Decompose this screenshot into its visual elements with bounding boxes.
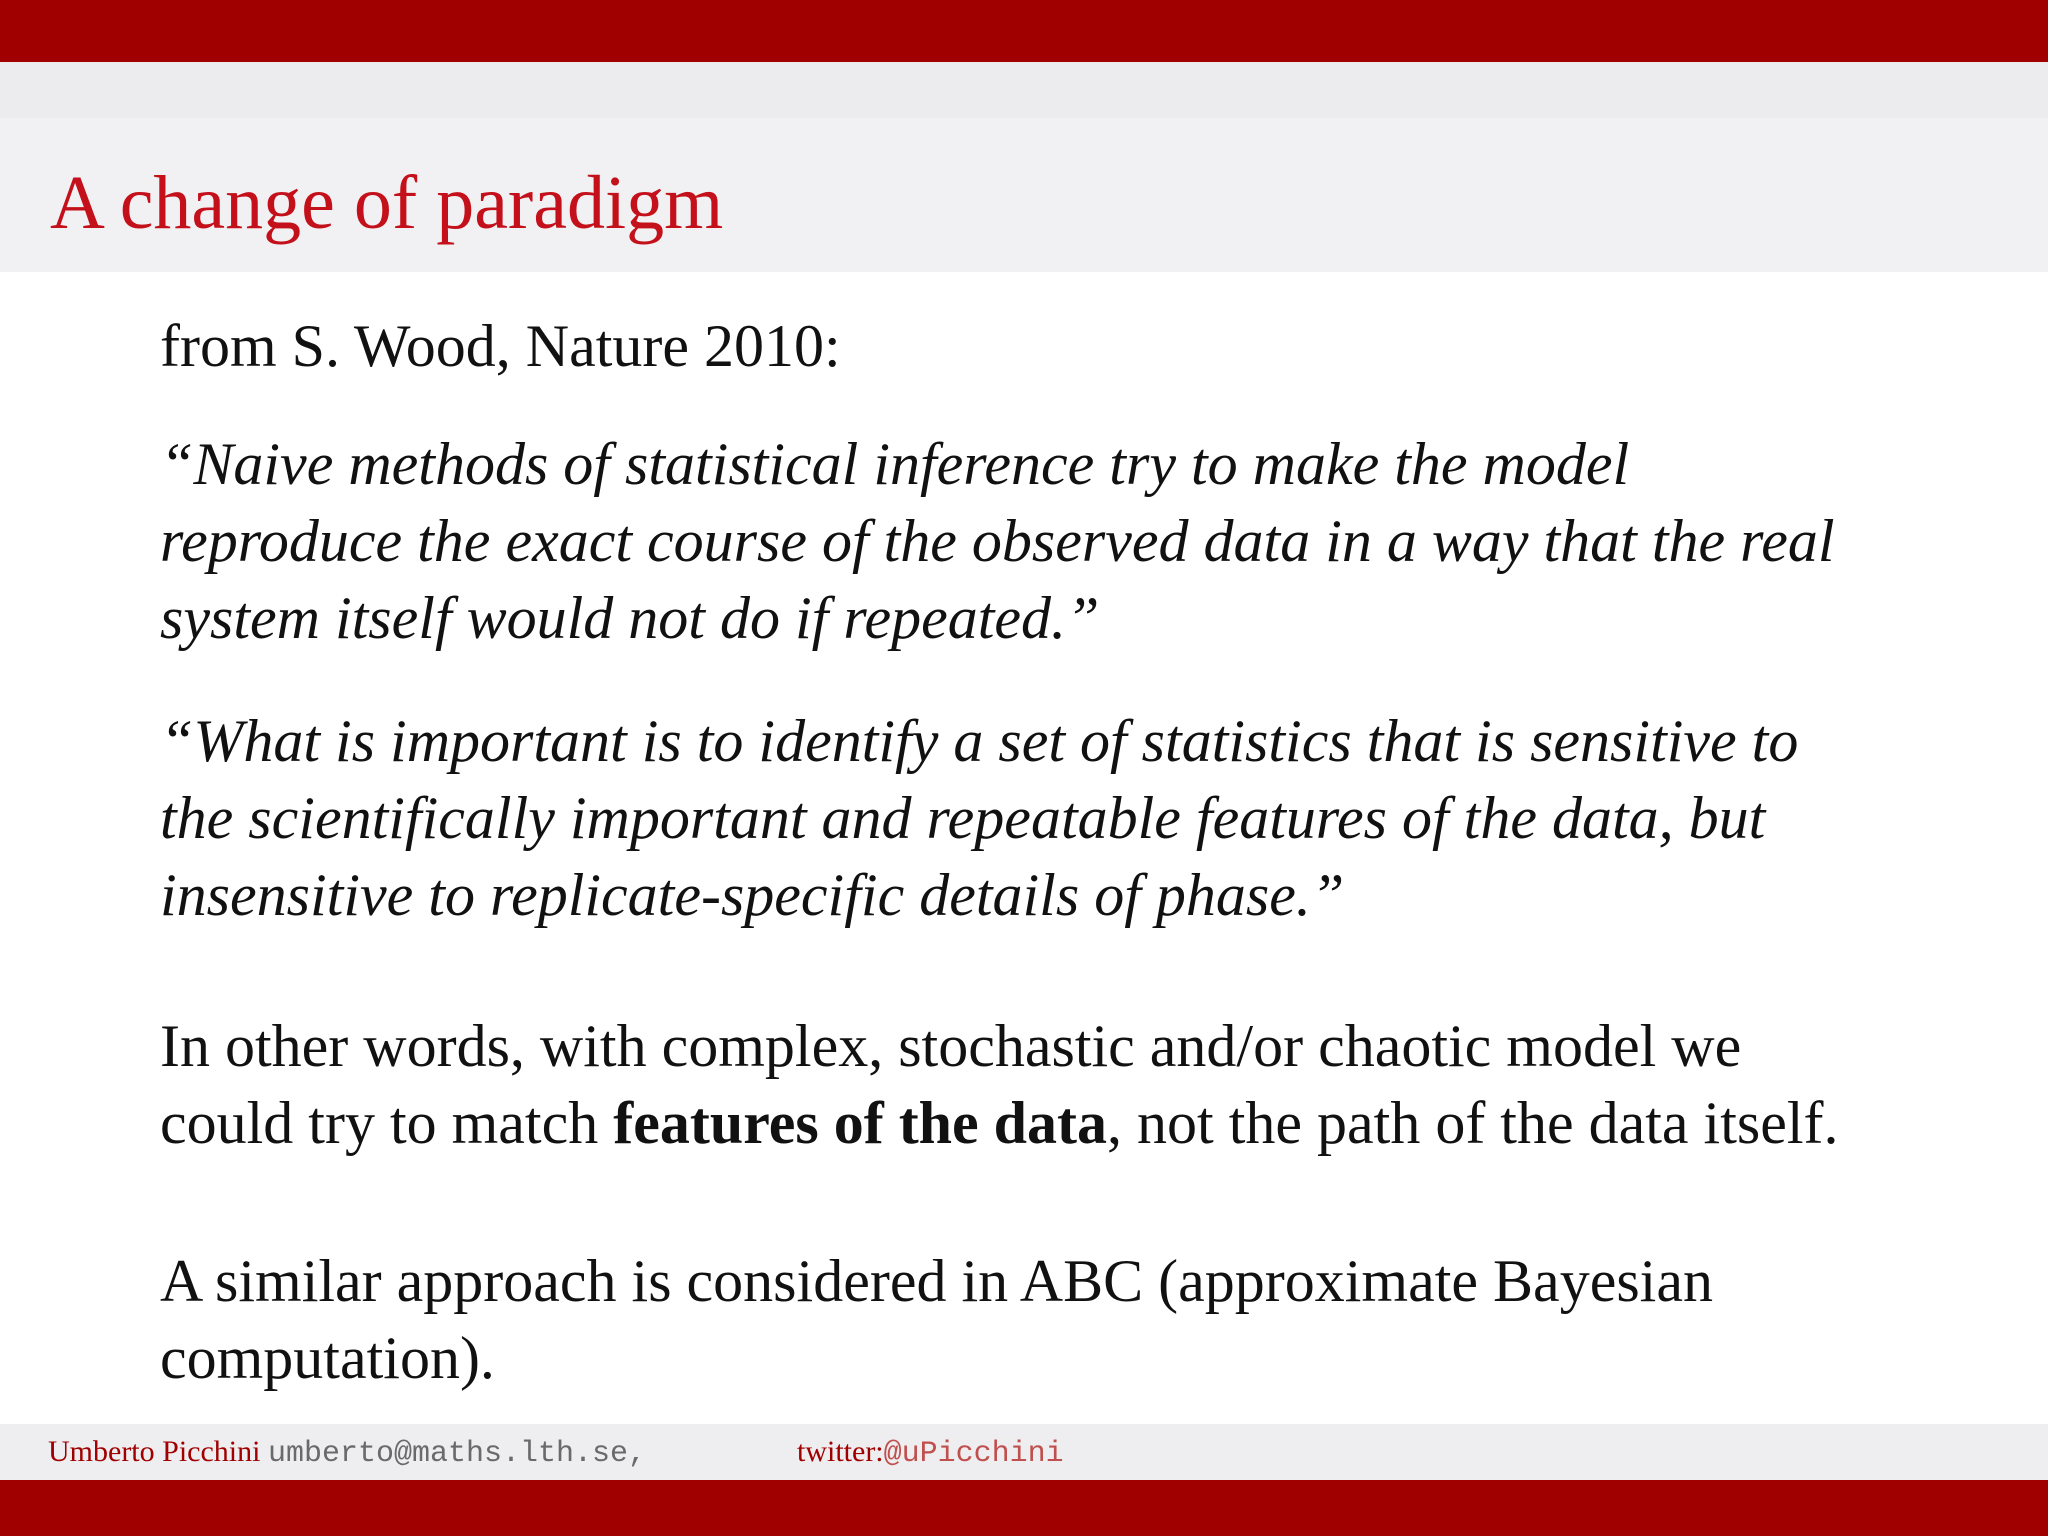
paragraph-abc (160, 1243, 2000, 1397)
footer-author-info (48, 1432, 646, 1472)
quote-line: insensitive to replicate-specific details of phase.” (160, 862, 1345, 928)
paragraph-text: could try to match (160, 1090, 614, 1156)
paragraph-line: computation). (160, 1325, 495, 1391)
paragraph-text: , not the path of the data itself. (1107, 1090, 1839, 1156)
emphasis-features: features of the data (613, 1090, 1108, 1156)
quote-line: reproduce the exact course of the observed data in a way that the real (160, 508, 1835, 574)
source-citation: from S. Wood, Nature 2010: (160, 313, 841, 379)
paragraph-other-words (160, 1008, 2000, 1162)
quote-line: system itself would not do if repeated.” (160, 585, 1100, 651)
quote-important-statistics (160, 703, 2000, 934)
slide-title: A change of paradigm (50, 161, 724, 245)
footer-twitter (797, 1432, 1064, 1472)
twitter-label: twitter: (797, 1435, 884, 1468)
top-header-bar (0, 0, 2048, 62)
paragraph-line: A similar approach is considered in ABC (approximate Bayesian (160, 1248, 1713, 1314)
bottom-footer-bar (0, 1480, 2048, 1536)
paragraph-line: In other words, with complex, stochastic and/or chaotic model we (160, 1013, 1742, 1079)
quote-line: “What is important is to identify a set of statistics that is sensitive to (160, 708, 1799, 774)
quote-naive-methods (160, 426, 2000, 657)
slide-body (160, 308, 2000, 1397)
author-name: Umberto Picchini (48, 1435, 261, 1468)
header-strip (0, 62, 2048, 118)
quote-line: the scientifically important and repeatable features of the data, but (160, 785, 1766, 851)
author-email: umberto@maths.lth.se, (267, 1437, 647, 1471)
paragraph-line (160, 1085, 2000, 1162)
quote-line: “Naive methods of statistical inference try to make the model (160, 431, 1630, 497)
twitter-handle: @uPicchini (883, 1437, 1064, 1471)
